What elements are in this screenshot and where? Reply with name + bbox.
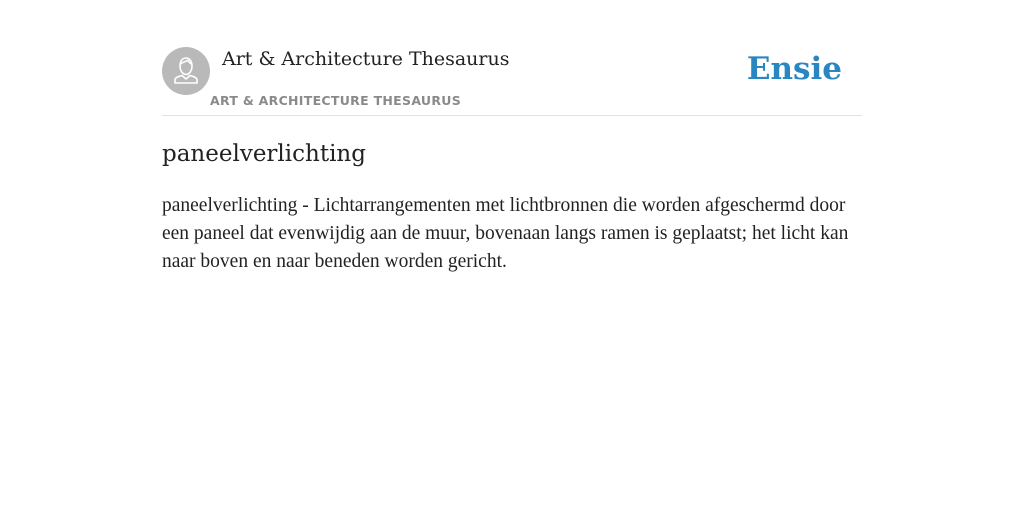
user-silhouette-icon	[162, 47, 210, 95]
source-title[interactable]: Art & Architecture Thesaurus	[222, 48, 510, 70]
source-header	[162, 47, 862, 116]
brand-logo[interactable]: Ensie	[746, 51, 842, 87]
avatar[interactable]	[162, 47, 210, 95]
source-subtitle: ART & ARCHITECTURE THESAURUS	[210, 93, 462, 108]
term-definition: paneelverlichting - Lichtarrangementen met lichtbronnen die worden afgeschermd door een paneel dat evenwijdig aan de muur, bovenaan langs ramen is geplaatst; het licht kan naar boven en naar beneden worden gericht.	[162, 195, 849, 272]
term-title: paneelverlichting	[162, 141, 366, 167]
